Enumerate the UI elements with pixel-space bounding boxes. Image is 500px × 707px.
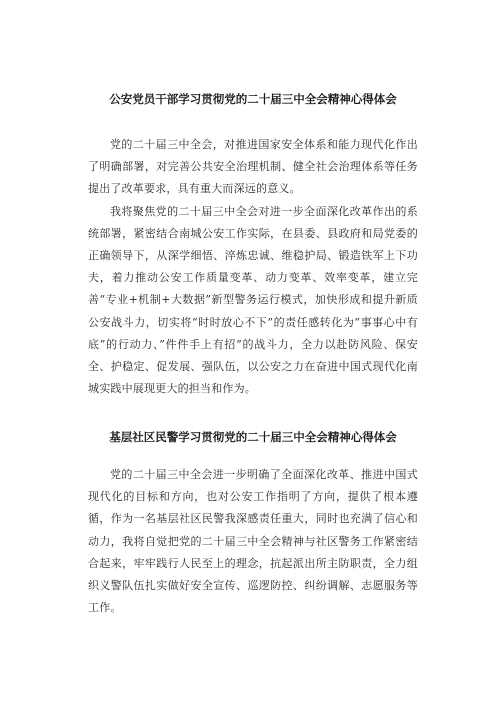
article-2-title: 基层社区民警学习贯彻党的二十届三中全会精神心得体会 — [109, 430, 397, 444]
article-1 — [88, 92, 418, 400]
article-1-paragraph-2: 我将聚焦党的二十届三中全会对进一步全面深化改革作出的系统部署，紧密结合南城公安工作实际，在县委、县政府和局党委的正确领导下，从深学细悟、淬炼忠诚、维稳护局、锻造铁军上下功夫，着力推动公安工作质量变革、动力变革、效率变革，建立完善“专业+机制+大数据”新型警务运行模式，加快形成和提升新质公安战斗力，切实将“时时放心不下”的责任感转化为“事事心中有底”的行动力、”件件手上有招”的战斗力，全力以赴防风险、保安全、护稳定、促发展、强队伍，以公安之力在奋进中国式现代化南城实践中展现更大的担当和作为。 — [88, 204, 418, 396]
article-2-body — [88, 464, 418, 619]
article-1-body — [88, 134, 418, 400]
article-2-paragraph-1: 党的二十届三中全会进一步明确了全面深化改革、推进中国式现代化的目标和方向，也对公安工作指明了方向，提供了根本遵循，作为一名基层社区民警我深感责任重大，同时也充满了信心和动力，我将自觉把党的二十届三中全会精神与社区警务工作紧密结合起来，牢牢践行人民至上的理念，抗起派出所主防职责，全力组织义警队伍扎实做好安全宣传、巡逻防控、纠纷调解、志愿服务等工作。 — [88, 468, 418, 615]
article-1-paragraph-1: 党的二十届三中全会，对推进国家安全体系和能力现代化作出了明确部署，对完善公共安全治理机制、健全社会治理体系等任务提出了改革要求，具有重大而深远的意义。 — [88, 138, 418, 196]
article-2 — [88, 430, 418, 619]
article-1-title: 公安党员干部学习贯彻党的二十届三中全会精神心得体会 — [109, 92, 397, 106]
